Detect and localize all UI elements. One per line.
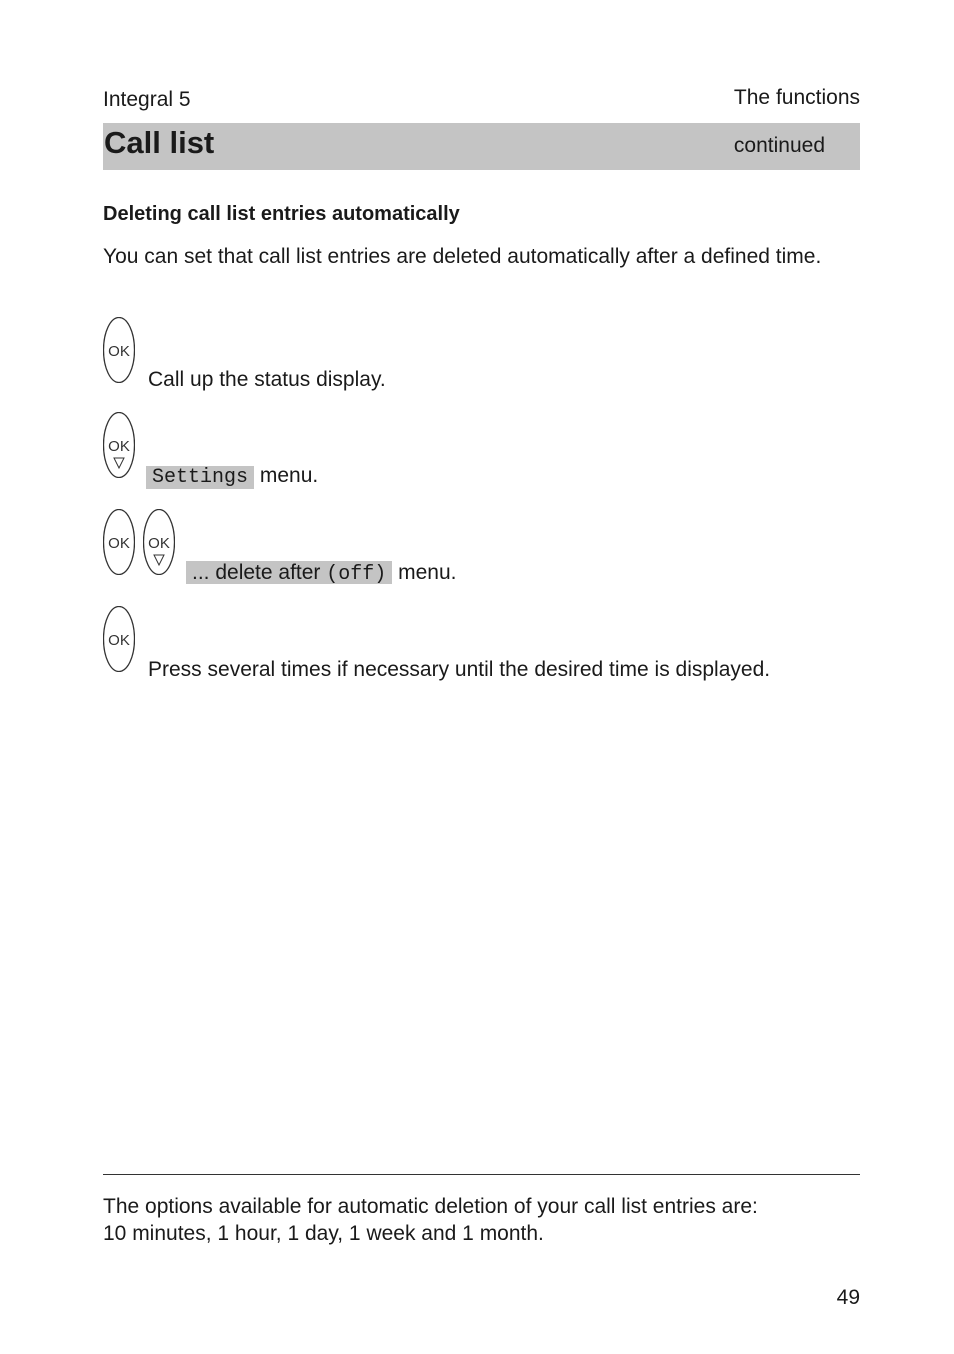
step-2-text: [146, 463, 318, 491]
step-2-suffix: menu.: [259, 464, 319, 487]
continued-label: continued: [733, 134, 825, 157]
step-3-text: [186, 560, 456, 588]
ok-down-icon: [103, 412, 135, 478]
menu-label-settings: Settings: [146, 466, 254, 489]
ok-key-label: OK: [108, 343, 130, 360]
intro-paragraph: You can set that call list entries are deleted automatically after a defined time.: [103, 245, 822, 268]
ok-key-label: OK: [108, 535, 130, 552]
title-bar: [103, 123, 860, 170]
step-4-text: Press several times if necessary until the desired time is displayed.: [148, 658, 771, 681]
ok-down-icon: [143, 509, 175, 575]
menu-label-delete-after-prefix: ... delete after: [192, 561, 327, 584]
ok-key-label: OK: [108, 438, 130, 455]
header-section: The functions: [733, 86, 860, 109]
step-1-text: Call up the status display.: [148, 368, 386, 391]
footnote-line-1: The options available for automatic deletion of your call list entries are:: [103, 1195, 758, 1218]
ok-icon: [103, 317, 135, 383]
menu-label-delete-after: [186, 561, 392, 584]
menu-label-delete-after-value: (off): [326, 563, 387, 586]
step-3-suffix: menu.: [398, 561, 457, 584]
ok-key-label: OK: [148, 535, 170, 552]
ok-icon: [103, 606, 135, 672]
ok-icon: [103, 509, 135, 575]
footnote-line-2: 10 minutes, 1 hour, 1 day, 1 week and 1 month.: [103, 1222, 544, 1245]
header-product: Integral 5: [103, 88, 191, 111]
section-heading: Deleting call list entries automatically: [103, 203, 460, 225]
footnote-divider: [103, 1174, 860, 1175]
page-title: Call list: [104, 125, 215, 160]
ok-key-label: OK: [108, 632, 130, 649]
footnote: [103, 1193, 860, 1247]
page-number: 49: [836, 1286, 860, 1309]
